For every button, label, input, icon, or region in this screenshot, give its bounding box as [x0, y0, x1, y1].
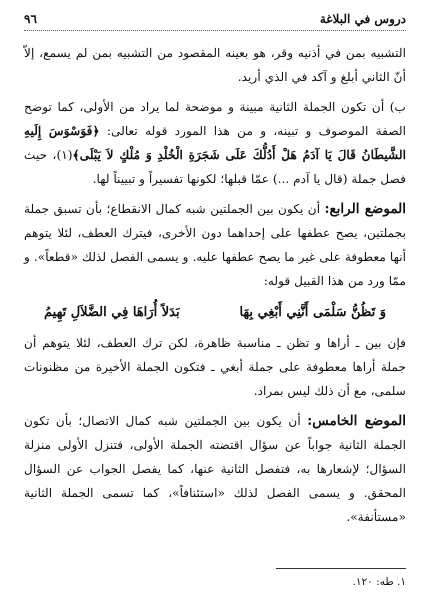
poetry-verse	[24, 299, 406, 331]
paragraph-4: فإن بين ـ أراها و تظن ـ مناسبة ظاهرة، لكن ترك العطف، لئلا يتوهم أن جملة أراها معطوفة على جملة أبغي ـ فتكون الجملة الأخيرة من مظنونات سلمى، مع أن ذلك ليس بمراد.	[24, 336, 406, 398]
verse-second-hemistich: بَدَلاً أُرَاهَا فِي الضَّلاَلِ تَهِيمُ	[44, 305, 180, 320]
quran-verse: ﴿فَوَسْوَسَ إِلَيهِ الشَّيطَانُ قَالَ يَا آدَمُ هَلْ أَدُلُّكَ عَلَى شَجَرَةِ الْخُلْدِ وَ مُلْكٍ لاَ يَبْلَى﴾	[24, 124, 406, 162]
paragraph-2-rest: (١)، حيث فصل جملة (قال يا آدم ...) عمّا قبلها؛ لكونها تفسيراً و تبييناً لها.	[24, 148, 406, 186]
paragraph-1: التشبيه بمن في أذنيه وقر، هو بعينه المقصود من التشبيه بمن لم يسمع، إلاّ أنّ الثاني أبلغ و آكد في الذي أريد.	[24, 46, 406, 84]
footnote: ١. طه: ١٢٠.	[352, 576, 406, 588]
footnote-divider	[276, 568, 406, 569]
page-body	[24, 41, 406, 529]
book-title: دروس في البلاغة	[319, 12, 406, 26]
section-5-title: الموضع الخامس:	[307, 413, 407, 429]
section-5	[24, 409, 406, 529]
section-4	[24, 197, 406, 293]
section-4-body: أن يكون بين الجملتين شبه كمال الانقطاع؛ بأن تسبق جملة بجملتين، يصح عطفها على إحداهما دون الأخرى، فيترك العطف، لئلا يتوهم أنها معطوفة على غير ما يصح عطفها عليه. و يسمى الفصل لذلك «قطعاً». و ممّا ورد من هذا القبيل قوله:	[24, 202, 406, 288]
running-header	[24, 12, 406, 31]
paragraph-2-intro: ب) أن تكون الجملة الثانية مبينة و موضحة لما يراد من الأولى، كما توضح الصفة الموصوف و تبينه، و من هذا المورد قوله تعالى:	[24, 100, 407, 138]
section-4-title: الموضع الرابع:	[324, 201, 406, 217]
section-5-body: أن يكون بين الجملتين شبه كمال الاتصال؛ بأن تكون الجملة الثانية جواباً عن سؤال اقتضته الجملة الأولى، فتنزل الأولى منزلة السؤال؛ لإشعارها به، فتفصل الثانية عنها، كما يفصل الجواب عن السؤال المحقق. و يسمى الفصل لذلك «استئنافاً»، كما تسمى الجملة الثانية «مستأنفة».	[24, 414, 406, 524]
paragraph-2	[24, 95, 406, 191]
verse-first-hemistich: وَ تَظُنُّ سَلْمَى أَنَّنِي أَبْغِي بِهَا	[239, 305, 386, 320]
page-number: ٩٦	[24, 12, 37, 26]
